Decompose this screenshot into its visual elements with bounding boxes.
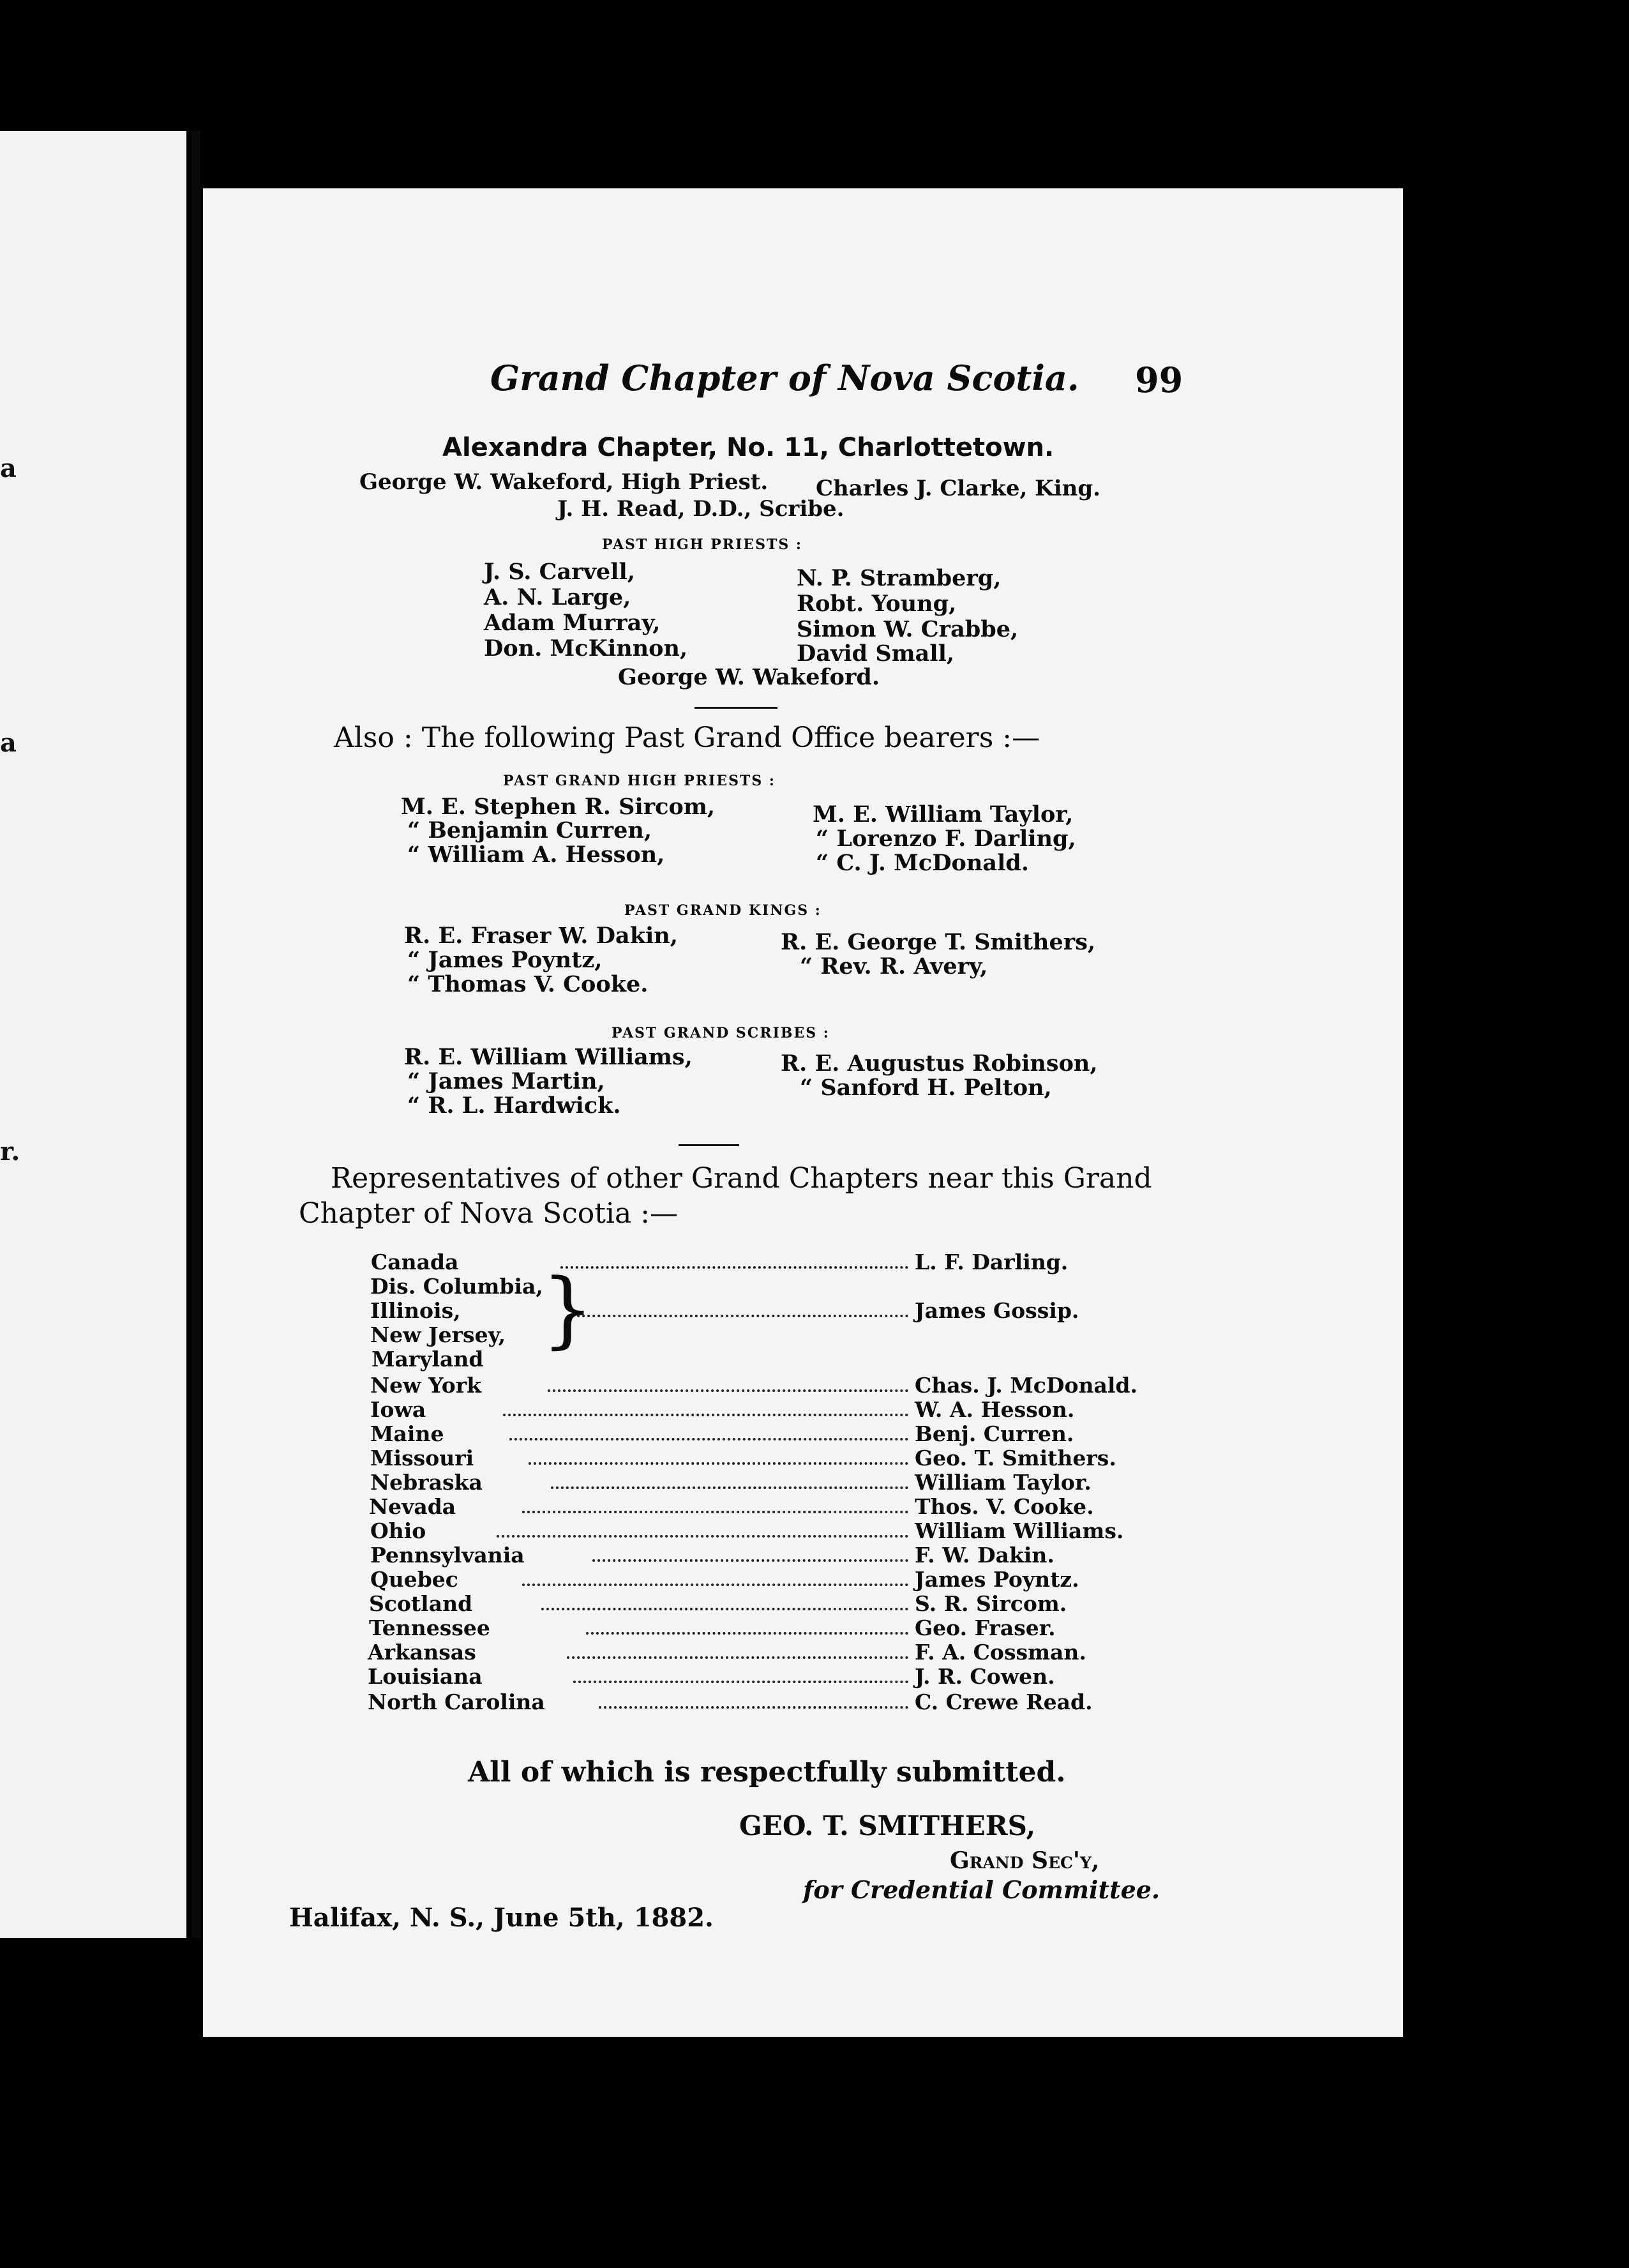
- rep-name: Geo. T. Smithers.: [915, 1446, 1116, 1470]
- rep-name: William Williams.: [915, 1518, 1124, 1543]
- past-grand-king: “ Rev. R. Avery,: [800, 953, 988, 979]
- dot-leader: [567, 1315, 908, 1317]
- rep-state: Quebec: [370, 1567, 458, 1592]
- representatives-intro: Chapter of Nova Scotia :—: [299, 1197, 679, 1230]
- past-grand-king: “ James Poyntz,: [407, 947, 603, 973]
- signer-name: GEO. T. SMITHERS,: [739, 1810, 1036, 1841]
- rep-name: F. W. Dakin.: [915, 1543, 1055, 1568]
- rep-name: F. A. Cossman.: [915, 1640, 1086, 1665]
- rep-state: Tennessee: [369, 1615, 490, 1640]
- book-page: [203, 188, 1403, 2037]
- past-grand-high-priest: “ Lorenzo F. Darling,: [816, 826, 1076, 852]
- left-page-fragment: a: [0, 728, 17, 758]
- rep-name: C. Crewe Read.: [915, 1690, 1093, 1714]
- left-page-fragment: r.: [0, 1137, 20, 1167]
- rep-name: Benj. Curren.: [915, 1421, 1074, 1446]
- past-high-priest: Don. McKinnon,: [484, 635, 688, 662]
- dot-leader: [529, 1462, 908, 1465]
- rep-state: Maryland: [372, 1347, 484, 1372]
- past-grand-scribe: R. E. Augustus Robinson,: [781, 1050, 1098, 1077]
- past-grand-king: R. E. Fraser W. Dakin,: [404, 923, 678, 949]
- rep-state: North Carolina: [368, 1690, 545, 1714]
- also-line: Also : The following Past Grand Office bearers :—: [334, 722, 1040, 754]
- rep-state: Arkansas: [368, 1640, 476, 1665]
- past-grand-scribe: “ James Martin,: [407, 1068, 605, 1094]
- rep-name: Geo. Fraser.: [915, 1615, 1056, 1640]
- dot-leader: [548, 1389, 908, 1392]
- dot-leader: [567, 1656, 908, 1659]
- past-high-priest: Simon W. Crabbe,: [797, 616, 1019, 642]
- place-date: Halifax, N. S., June 5th, 1882.: [289, 1903, 714, 1933]
- past-high-priests-heading: PAST HIGH PRIESTS :: [602, 536, 803, 553]
- past-high-priest: Adam Murray,: [484, 610, 661, 636]
- rep-name: Chas. J. McDonald.: [915, 1373, 1137, 1398]
- past-grand-scribe: “ Sanford H. Pelton,: [800, 1075, 1052, 1101]
- rep-state: Missouri: [370, 1446, 474, 1470]
- dot-leader: [509, 1438, 908, 1440]
- past-grand-high-priest: “ William A. Hesson,: [407, 842, 665, 868]
- adjacent-left-page: [0, 131, 186, 1938]
- past-grand-scribe: R. E. William Williams,: [404, 1044, 693, 1070]
- rep-state: Scotland: [369, 1591, 473, 1616]
- past-grand-scribes-heading: PAST GRAND SCRIBES :: [612, 1025, 830, 1041]
- rep-name: S. R. Sircom.: [915, 1591, 1067, 1616]
- running-title: Grand Chapter of Nova Scotia.: [490, 358, 1079, 398]
- rep-state: Louisiana: [368, 1664, 483, 1689]
- past-high-priest: David Small,: [797, 640, 955, 667]
- dot-leader: [592, 1559, 908, 1562]
- rep-state: New Jersey,: [370, 1322, 506, 1347]
- dot-leader: [497, 1535, 908, 1538]
- past-high-priest: J. S. Carvell,: [484, 559, 635, 585]
- past-grand-high-priest: M. E. William Taylor,: [813, 801, 1074, 828]
- rep-state: Maine: [370, 1421, 444, 1446]
- rep-name: James Gossip.: [915, 1298, 1079, 1323]
- dot-leader: [573, 1681, 908, 1683]
- past-grand-high-priests-heading: PAST GRAND HIGH PRIESTS :: [503, 773, 776, 789]
- section-rule: [694, 707, 777, 709]
- past-grand-kings-heading: PAST GRAND KINGS :: [624, 902, 822, 919]
- rep-state: Dis. Columbia,: [370, 1274, 543, 1299]
- rep-name: L. F. Darling.: [915, 1250, 1069, 1274]
- rep-name: Thos. V. Cooke.: [915, 1494, 1094, 1519]
- past-high-priest: N. P. Stramberg,: [797, 565, 1002, 591]
- past-high-priest: Robt. Young,: [797, 591, 957, 617]
- rep-state: Illinois,: [370, 1298, 461, 1323]
- past-grand-high-priest: “ Benjamin Curren,: [407, 817, 652, 843]
- past-high-priest: A. N. Large,: [484, 584, 631, 610]
- king: Charles J. Clarke, King.: [816, 476, 1100, 501]
- dot-leader: [551, 1486, 908, 1489]
- past-high-priest: George W. Wakeford.: [618, 664, 880, 690]
- rep-name: J. R. Cowen.: [915, 1664, 1055, 1689]
- dot-leader: [599, 1706, 908, 1709]
- past-grand-high-priest: M. E. Stephen R. Sircom,: [401, 794, 716, 820]
- rep-state: Iowa: [370, 1397, 426, 1422]
- past-grand-king: R. E. George T. Smithers,: [781, 929, 1096, 955]
- rep-state: Nebraska: [370, 1470, 483, 1495]
- dot-leader: [522, 1511, 908, 1513]
- rep-state: Canada: [371, 1250, 459, 1274]
- left-page-fragment: a: [0, 453, 17, 483]
- committee-line: for Credential Committee.: [803, 1875, 1160, 1904]
- rep-state: Pennsylvania: [370, 1543, 525, 1568]
- submitted-line: All of which is respectfully submitted.: [468, 1756, 1066, 1788]
- page-number: 99: [1135, 359, 1183, 400]
- rep-name: William Taylor.: [915, 1470, 1092, 1495]
- rep-state: Nevada: [369, 1494, 456, 1519]
- brace-mark: }: [541, 1260, 594, 1357]
- rep-name: James Poyntz.: [915, 1567, 1079, 1592]
- rep-state: Ohio: [370, 1518, 426, 1543]
- dot-leader: [503, 1414, 908, 1416]
- dot-leader: [541, 1608, 908, 1610]
- rep-state: New York: [370, 1373, 482, 1398]
- dot-leader: [522, 1584, 908, 1586]
- page-gutter: [191, 131, 200, 1938]
- section-rule: [679, 1144, 739, 1146]
- chapter-title: Alexandra Chapter, No. 11, Charlottetown.: [442, 433, 1055, 462]
- past-grand-high-priest: “ C. J. McDonald.: [816, 850, 1029, 876]
- scribe: J. H. Read, D.D., Scribe.: [557, 496, 845, 522]
- rep-name: W. A. Hesson.: [915, 1397, 1075, 1422]
- representatives-intro: Representatives of other Grand Chapters near this Grand: [331, 1162, 1152, 1195]
- dot-leader: [586, 1632, 908, 1635]
- signer-title: Grand Sec'y,: [950, 1847, 1100, 1874]
- past-grand-king: “ Thomas V. Cooke.: [407, 971, 649, 997]
- past-grand-scribe: “ R. L. Hardwick.: [407, 1092, 621, 1119]
- dot-leader: [560, 1266, 908, 1269]
- high-priest: George W. Wakeford, High Priest.: [359, 469, 769, 495]
